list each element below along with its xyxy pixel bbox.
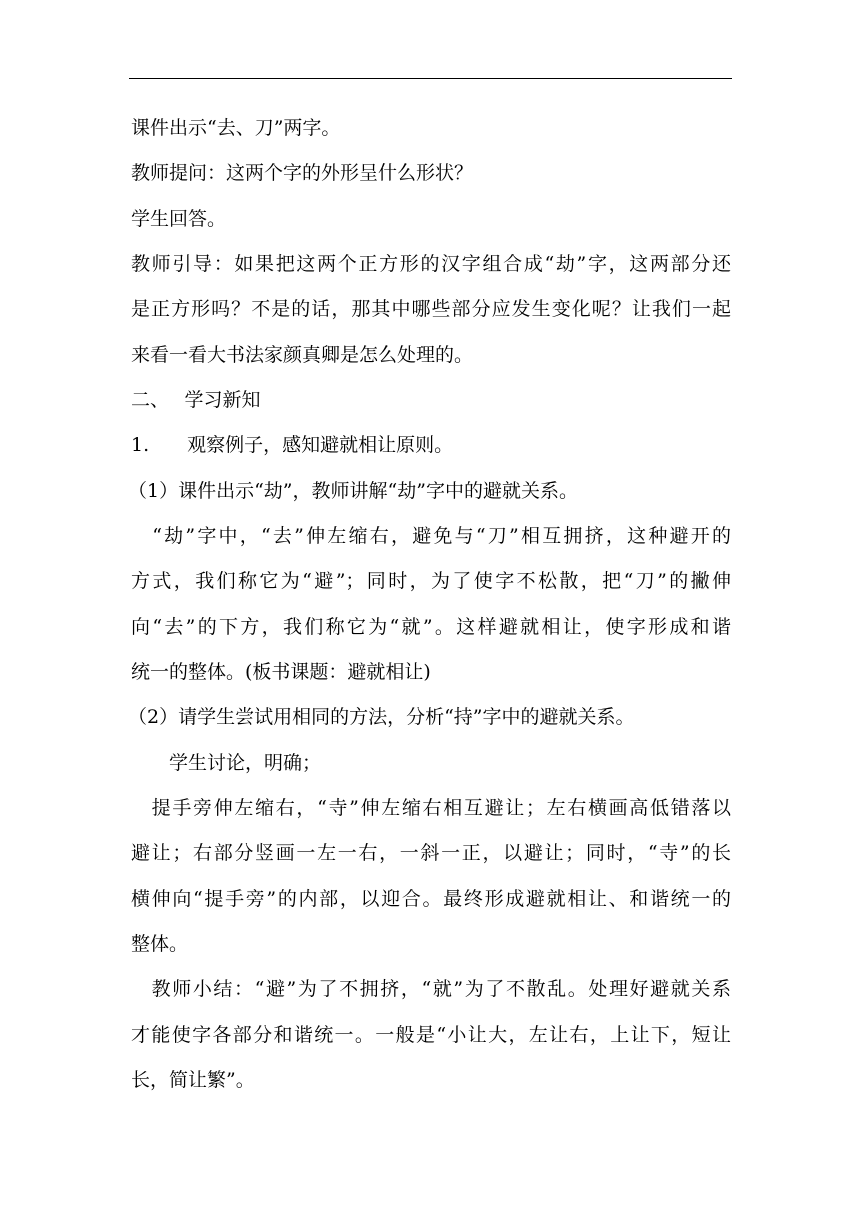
text-line-22: 长，简让繁”。 bbox=[131, 1069, 255, 1091]
text-line-6: 来看一看大书法家颜真卿是怎么处理的。 bbox=[131, 344, 474, 366]
text-line-12: 向“去”的下方，我们称它为“就”。这样避就相让，使字形成和谐 bbox=[131, 616, 731, 638]
text-line-2: 教师提问：这两个字的外形呈什么形状？ bbox=[131, 162, 474, 184]
text-line-19: 整体。 bbox=[131, 933, 189, 955]
text-line-18: 横伸向“提手旁”的内部，以迎合。最终形成避就相让、和谐统一的 bbox=[131, 888, 731, 910]
text-line-11: 方式，我们称它为“避”；同时，为了使字不松散，把“刀”的撇伸 bbox=[131, 570, 731, 592]
text-line-9: （1）课件出示“劫”，教师讲解“劫”字中的避就关系。 bbox=[128, 480, 578, 502]
text-line-14: （2）请学生尝试用相同的方法，分析“持”字中的避就关系。 bbox=[128, 706, 635, 728]
text-line-13: 统一的整体。(板书课题：避就相让) bbox=[131, 661, 431, 683]
text-line-16: 提手旁伸左缩右，“寺”伸左缩右相互避让；左右横画高低错落以 bbox=[131, 797, 731, 819]
text-line-17: 避让；右部分竖画一左一右，一斜一正，以避让；同时，“寺”的长 bbox=[131, 842, 731, 864]
text-line-5: 是正方形吗？不是的话，那其中哪些部分应发生变化呢？让我们一起 bbox=[131, 298, 731, 320]
header-rule bbox=[129, 78, 732, 79]
text-line-21: 才能使字各部分和谐统一。一般是“小让大，左让右，上让下，短让 bbox=[131, 1024, 731, 1046]
text-line-20: 教师小结：“避”为了不拥挤，“就”为了不散乱。处理好避就关系 bbox=[131, 978, 731, 1000]
text-line-10: “劫”字中，“去”伸左缩右，避免与“刀”相互拥挤，这种避开的 bbox=[131, 525, 731, 547]
subsection-heading: 1. 观察例子，感知避就相让原则。 bbox=[131, 434, 454, 456]
text-line-4: 教师引导：如果把这两个正方形的汉字组合成“劫”字，这两部分还 bbox=[131, 253, 731, 275]
text-line-1: 课件出示“去、刀”两字。 bbox=[131, 117, 341, 139]
text-line-15: 学生讨论，明确； bbox=[131, 752, 322, 774]
text-line-3: 学生回答。 bbox=[131, 208, 227, 230]
section-heading: 二、 学习新知 bbox=[131, 389, 261, 411]
